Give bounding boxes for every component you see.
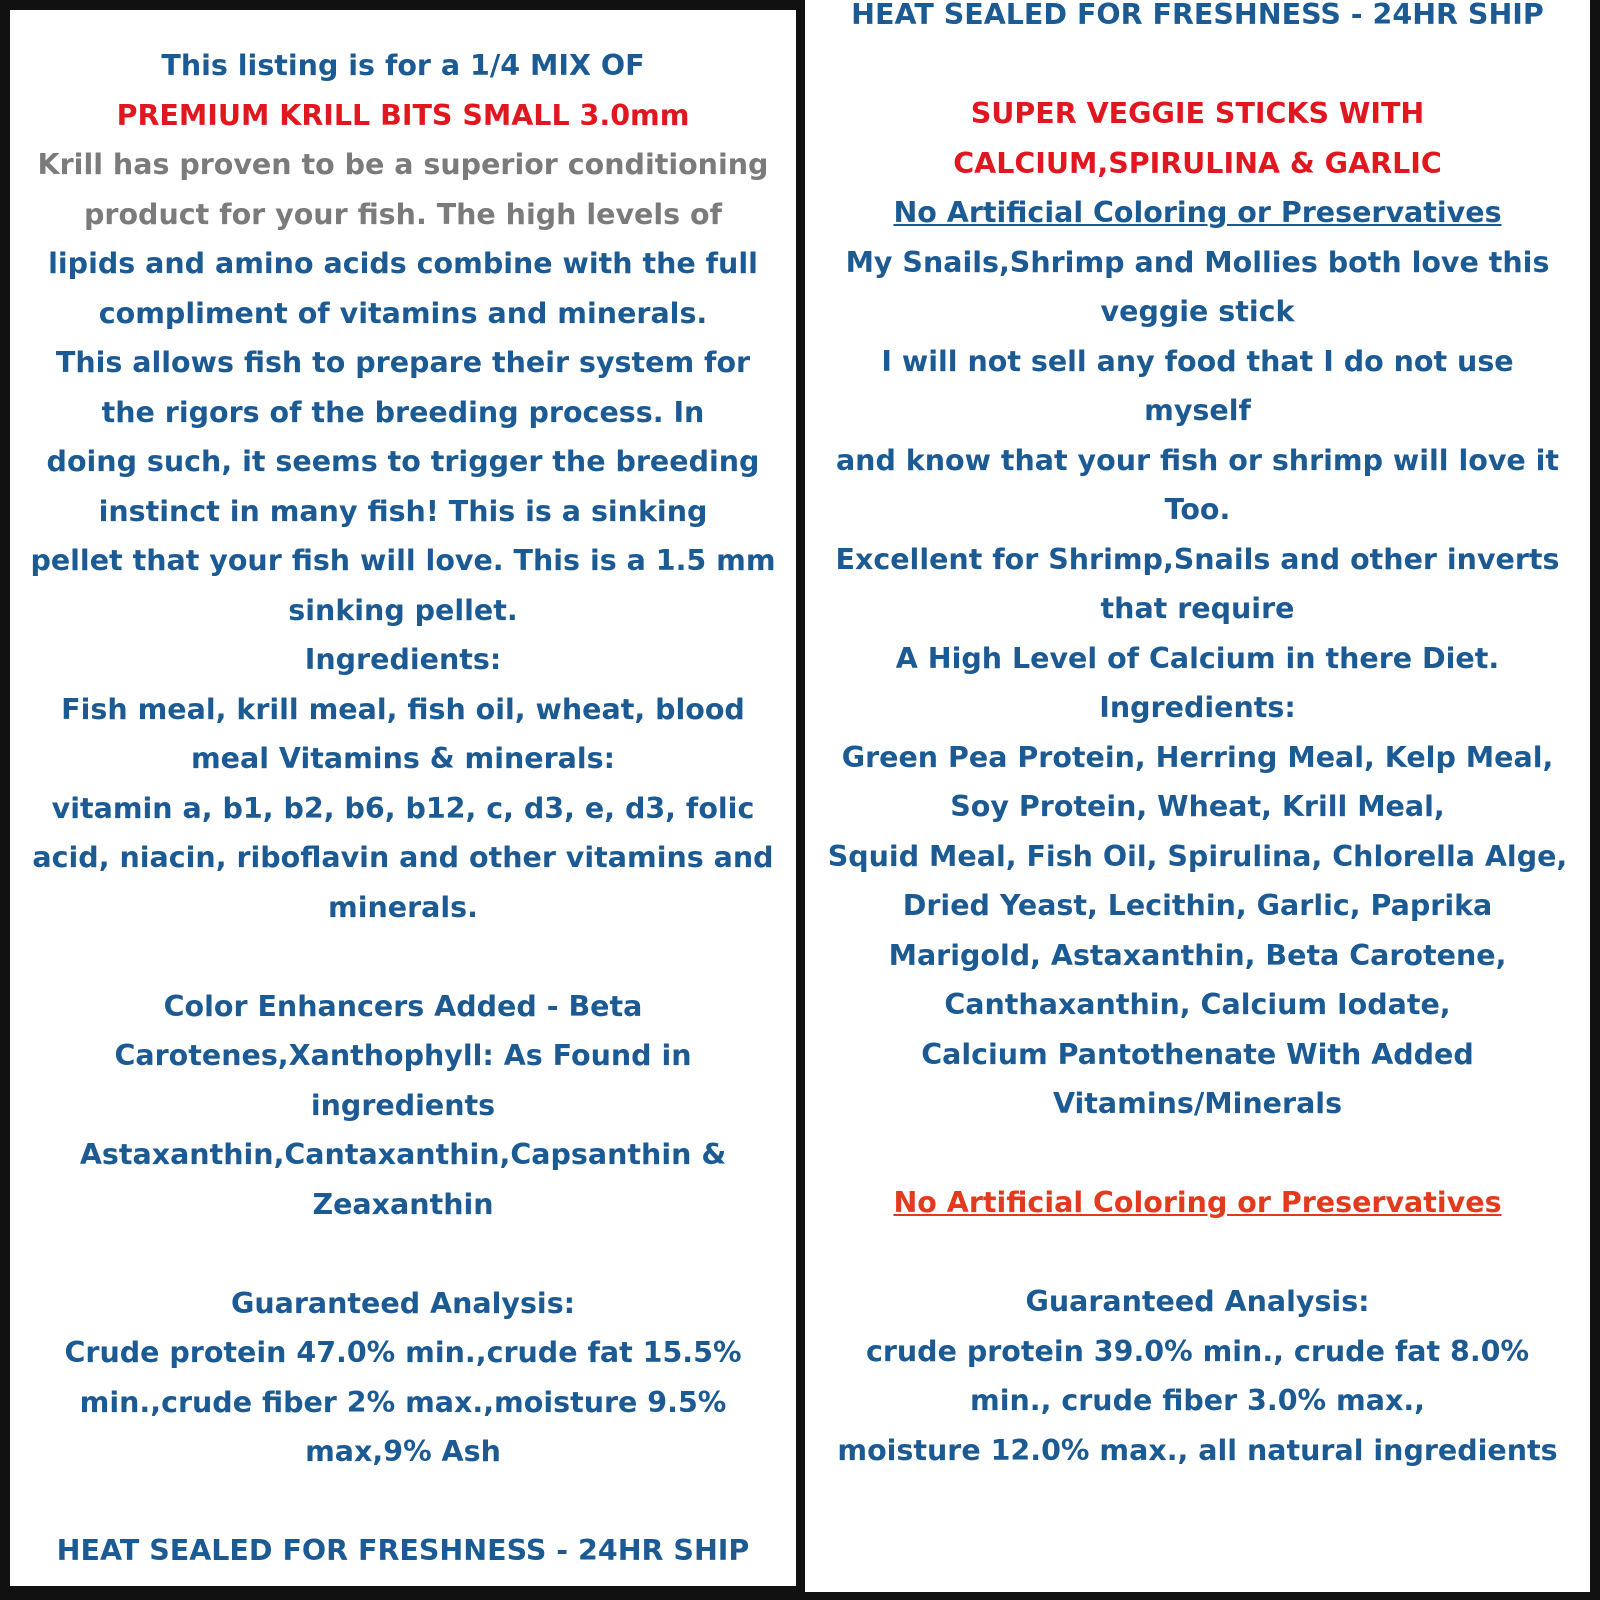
- analysis-heading: Guaranteed Analysis:: [1025, 1285, 1370, 1318]
- description-line: compliment of vitamins and minerals.: [98, 296, 708, 330]
- ingredients-line: meal Vitamins & minerals:: [190, 742, 616, 775]
- description-line: lipids and amino acids combine with the full: [48, 247, 758, 280]
- description-line: My Snails,Shrimp and Mollies both love this: [845, 245, 1550, 279]
- ingredients-line: acid, niacin, riboflavin and other vitamins and: [32, 841, 774, 874]
- ingredients-heading: Ingredients:: [304, 643, 502, 676]
- ingredients-heading: Ingredients:: [1099, 691, 1296, 724]
- spacer: [805, 40, 1590, 90]
- color-enhancers-line: Astaxanthin,Cantaxanthin,Capsanthin &: [79, 1138, 727, 1171]
- spacer: [805, 1129, 1590, 1179]
- spacer: [10, 1229, 796, 1279]
- no-artificial-notice-top: No Artificial Coloring or Preservatives: [893, 196, 1502, 229]
- description-line: product for your fish. The high levels of: [84, 197, 722, 231]
- product-name-veggie: SUPER VEGGIE STICKS WITH: [970, 97, 1425, 130]
- description-line: This allows fish to prepare their system for: [55, 346, 751, 379]
- analysis-line: crude protein 39.0% min., crude fat 8.0%: [865, 1334, 1530, 1368]
- spacer: [10, 1477, 796, 1527]
- ingredients-line: Soy Protein, Wheat, Krill Meal,: [950, 790, 1445, 823]
- description-line: pellet that your fish will love. This is a 1.5 mm: [30, 544, 776, 577]
- spacer: [10, 932, 796, 982]
- no-artificial-notice-bottom: No Artificial Coloring or Preservatives: [893, 1186, 1502, 1219]
- description-line: doing such, it seems to trigger the breeding: [46, 445, 760, 478]
- color-enhancers-line: Carotenes,Xanthophyll: As Found in: [114, 1039, 692, 1072]
- description-line: I will not sell any food that I do not use: [881, 344, 1514, 378]
- description-line: instinct in many fish! This is a sinking: [98, 494, 708, 528]
- ingredients-line: Canthaxanthin, Calcium Iodate,: [944, 988, 1451, 1021]
- color-enhancers-line: Color Enhancers Added - Beta: [163, 989, 643, 1023]
- ingredients-line: vitamin a, b1, b2, b6, b12, c, d3, e, d3, folic: [51, 791, 755, 825]
- product-name-krill: PREMIUM KRILL BITS SMALL 3.0mm: [116, 98, 690, 132]
- shipping-footer: HEAT SEALED FOR FRESHNESS - 24HR SHIP: [56, 1534, 750, 1567]
- description-line: sinking pellet.: [288, 593, 518, 627]
- description-line: the rigors of the breeding process. In: [101, 395, 705, 429]
- description-line: Krill has proven to be a superior conditioning: [37, 148, 769, 181]
- description-line: that require: [1100, 592, 1295, 625]
- analysis-heading: Guaranteed Analysis:: [230, 1286, 576, 1320]
- right-panel-content: [805, 0, 1590, 1475]
- shipping-header: HEAT SEALED FOR FRESHNESS - 24HR SHIP: [851, 0, 1544, 31]
- analysis-line: moisture 12.0% max., all natural ingredients: [837, 1433, 1558, 1467]
- description-line: Excellent for Shrimp,Snails and other inverts: [835, 542, 1560, 576]
- analysis-line: min.,crude fiber 2% max.,moisture 9.5%: [79, 1385, 727, 1419]
- spacer: [805, 1228, 1590, 1278]
- description-line: and know that your fish or shrimp will love it: [835, 443, 1560, 477]
- color-enhancers-line: Zeaxanthin: [312, 1187, 494, 1221]
- description-line: veggie stick: [1100, 295, 1295, 328]
- color-enhancers-line: ingredients: [310, 1088, 496, 1122]
- ingredients-line: Calcium Pantothenate With Added: [921, 1037, 1474, 1071]
- ingredients-line: Marigold, Astaxanthin, Beta Carotene,: [888, 938, 1507, 972]
- ingredients-line: Dried Yeast, Lecithin, Garlic, Paprika: [902, 889, 1493, 922]
- right-product-panel: [805, 0, 1590, 1592]
- ingredients-line: Fish meal, krill meal, fish oil, wheat, blood: [61, 692, 745, 726]
- ingredients-line: minerals.: [328, 890, 478, 924]
- ingredients-line: Vitamins/Minerals: [1052, 1087, 1343, 1120]
- analysis-line: max,9% Ash: [305, 1435, 501, 1468]
- description-line: Too.: [1164, 493, 1231, 526]
- description-line: A High Level of Calcium in there Diet.: [895, 641, 1500, 675]
- analysis-line: min., crude fiber 3.0% max.,: [970, 1384, 1425, 1417]
- product-name-veggie: CALCIUM,SPIRULINA & GARLIC: [953, 146, 1442, 180]
- analysis-line: Crude protein 47.0% min.,crude fat 15.5%: [64, 1336, 742, 1369]
- description-line: myself: [1144, 394, 1251, 427]
- listing-intro: This listing is for a 1/4 MIX OF: [161, 49, 645, 82]
- left-product-panel: [10, 10, 796, 1586]
- ingredients-line: Green Pea Protein, Herring Meal, Kelp Meal,: [841, 740, 1554, 774]
- ingredients-line: Squid Meal, Fish Oil, Spirulina, Chlorella Alge,: [827, 839, 1568, 873]
